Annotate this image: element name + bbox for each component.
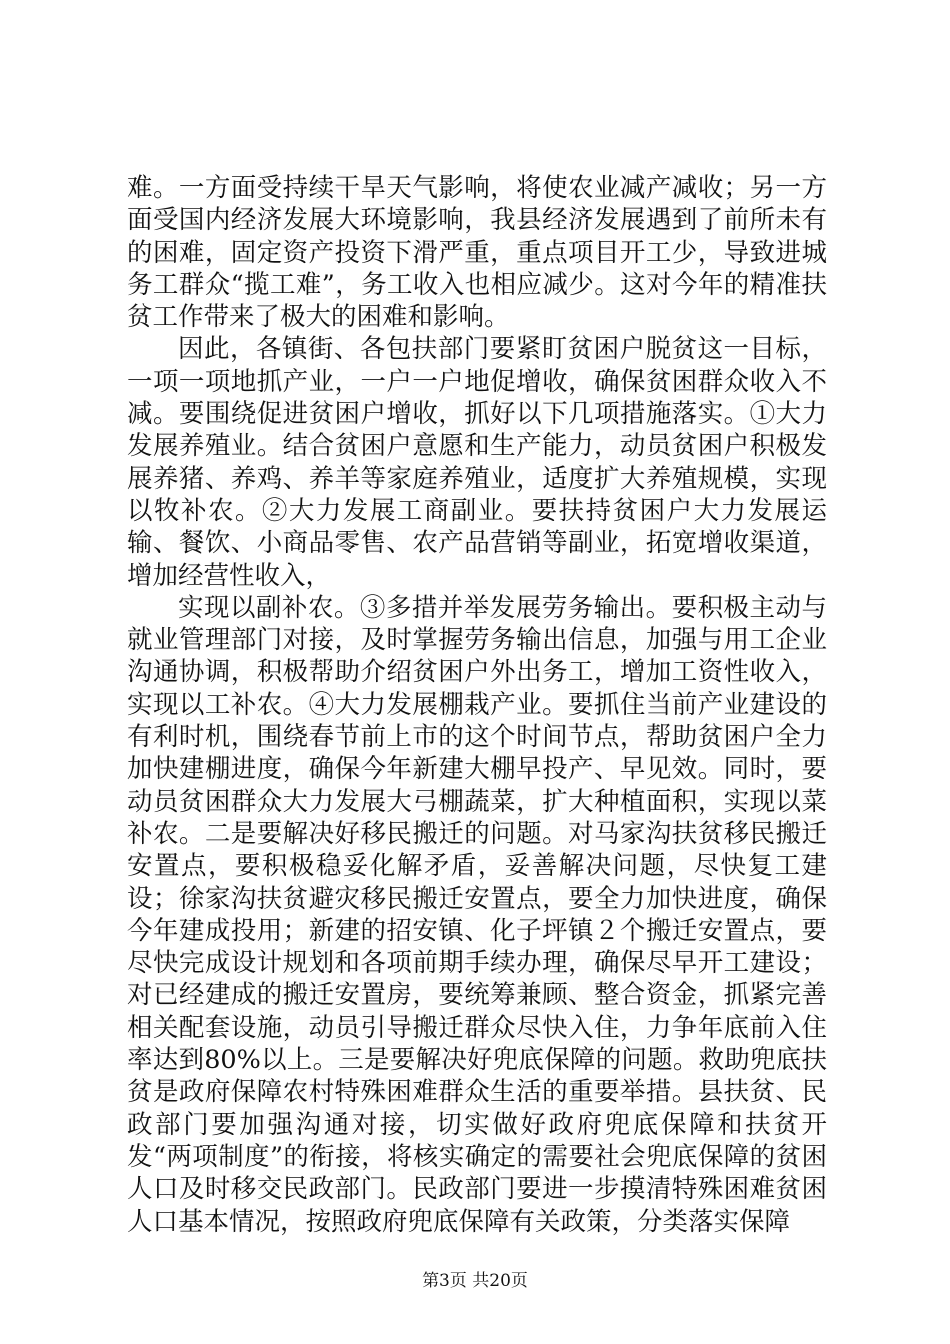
paragraph-1: 难。一方面受持续干旱天气影响，将使农业减产减收；另一方面受国内经济发展大环境影响，我县经济发展遇到了前所未有的困难，固定资产投资下滑严重，重点项目开工少，导致进城务工群众“揽工难”，务工收入也相应减少。这对今年的精准扶贫工作带来了极大的困难和影响。 [127,173,827,333]
paragraph-2: 因此，各镇街、各包扶部门要紧盯贫困户脱贫这一目标，一项一项地抓产业，一户一户地促增收，确保贫困群众收入不减。要围绕促进贫困户增收，抓好以下几项措施落实。①大力发展养殖业。结合贫困户意愿和生产能力，动员贫困户积极发展养猪、养鸡、养羊等家庭养殖业，适度扩大养殖规模，实现以牧补农。②大力发展工商副业。要扶持贫困户大力发展运输、餐饮、小商品零售、农产品营销等副业，拓宽增收渠道，增加经营性收入， [127,334,827,591]
document-body [127,172,827,1238]
paragraph-3: 实现以副补农。③多措并举发展劳务输出。要积极主动与就业管理部门对接，及时掌握劳务输出信息，加强与用工企业沟通协调，积极帮助介绍贫困户外出务工，增加工资性收入，实现以工补农。④大力发展棚栽产业。要抓住当前产业建设的有利时机，围绕春节前上市的这个时间节点，帮助贫困户全力加快建棚进度，确保今年新建大棚早投产、早见效。同时，要动员贫困群众大力发展大弓棚蔬菜，扩大种植面积，实现以菜补农。二是要解决好移民搬迁的问题。对马家沟扶贫移民搬迁安置点，要积极稳妥化解矛盾，妥善解决问题，尽快复工建设；徐家沟扶贫避灾移民搬迁安置点，要全力加快进度，确保今年建成投用；新建的招安镇、化子坪镇２个搬迁安置点，要尽快完成设计规划和各项前期手续办理，确保尽早开工建设；对已经建成的搬迁安置房，要统筹兼顾、整合资金，抓紧完善相关配套设施，动员引导搬迁群众尽快入住，力争年底前入住率达到80%以上。三是要解决好兜底保障的问题。救助兜底扶贫是政府保障农村特殊困难群众生活的重要举措。县扶贫、民政部门要加强沟通对接，切实做好政府兜底保障和扶贫开发“两项制度”的衔接，将核实确定的需要社会兜底保障的贫困人口及时移交民政部门。民政部门要进一步摸清特殊困难贫困人口基本情况，按照政府兜底保障有关政策，分类落实保障 [127,592,827,1237]
page-footer: 第3页 共20页 [422,1271,528,1291]
